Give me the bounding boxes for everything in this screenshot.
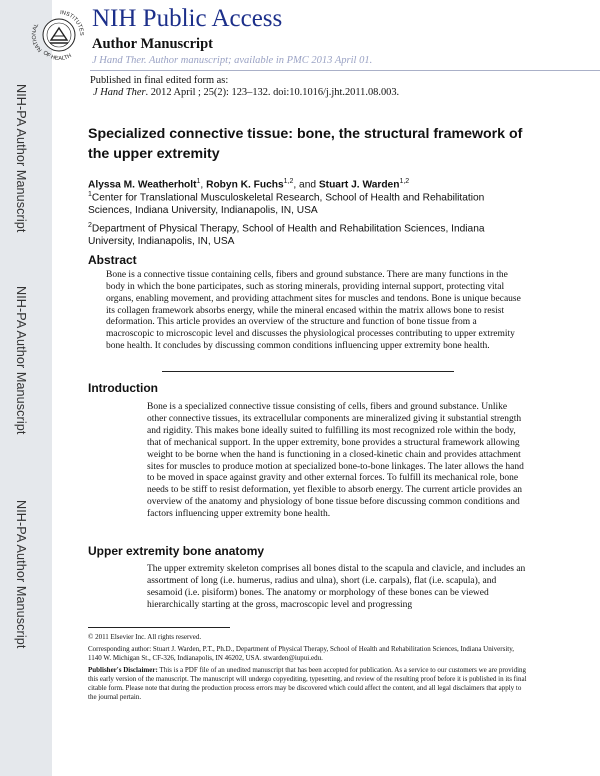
affiliation-mark: 1 — [88, 191, 92, 198]
affiliation-mark: 2 — [88, 222, 92, 229]
abstract-heading: Abstract — [88, 253, 137, 267]
author-affiliation-mark: 1,2 — [399, 178, 410, 185]
publication-label: Published in final edited form as: — [90, 75, 229, 86]
sidebar-label: NIH-PA Author Manuscript — [14, 500, 28, 649]
sidebar — [0, 0, 52, 776]
citation-details: . 2012 April ; 25(2): 123–132. doi:10.1016/j.jht.2011.08.003. — [145, 87, 400, 98]
affiliation-text: Department of Physical Therapy, School of Health and Rehabilitation Sciences, Indiana University, Indianapolis, IN, USA — [88, 223, 485, 248]
nih-logo — [30, 6, 86, 64]
copyright-notice: © 2011 Elsevier Inc. All rights reserved. — [88, 633, 202, 641]
disclaimer-label: Publisher's Disclaimer: — [88, 666, 158, 674]
header-divider — [90, 70, 600, 71]
abstract-text: Bone is a connective tissue containing cells, fibers and ground substance. There are many functions in the body in which the bone participates, such as storing minerals, providing internal support, protecting vital organs, enabling movement, and providing attachment sites for muscles and tendons. Bone is unique because its collagen framework absorbs energy, while the mineral encased within the matrix allows bone to resist deformation. This article provides an overview of the structure and function of bone tissue from a macroscopic to microscopic level and discusses the physiological processes contributing to upper extremity bone health. It concludes by discussing common conditions influencing upper extremity bone health. — [106, 270, 521, 352]
header-journal-line: J Hand Ther. Author manuscript; available in PMC 2013 April 01. — [92, 55, 373, 66]
affiliation-2 — [88, 219, 528, 248]
author-name: Robyn K. Fuchs — [206, 179, 284, 191]
logo-text-bottom: OF HEALTH — [41, 49, 73, 63]
header-subtitle: Author Manuscript — [92, 36, 213, 52]
author-affiliation-mark: 1 — [196, 178, 201, 185]
author-separator: , — [200, 179, 207, 191]
corresponding-author: Corresponding author: Stuart J. Warden, P.T., Ph.D., Department of Physical Therapy, School of Health and Rehabilitation Sciences, Indiana University, 1140 W. Michigan St., CF-326, Indianapolis, IN 46202, USA. stwarden@iupui.edu. — [88, 645, 515, 662]
citation-journal: J Hand Ther — [93, 87, 146, 98]
abstract-divider — [162, 371, 454, 372]
author-affiliation-mark: 1,2 — [283, 178, 294, 185]
citation — [90, 87, 399, 99]
publication-info — [90, 75, 399, 99]
footnote-divider — [88, 627, 230, 628]
logo-text-left: NATIONAL — [31, 22, 44, 53]
author-name: Stuart J. Warden — [318, 179, 400, 191]
affiliation-1 — [88, 188, 528, 217]
disclaimer-text: This is a PDF file of an unedited manuscript that has been accepted for publication. As a service to our customers we are providing this early version of the manuscript. The manuscript will undergo copyediting, typesetting, and review of the resulting proof before it is published in its final citable form. Please note that during the production process errors may be discovered which could affect the content, and all legal disclaimers that apply to the journal pertain. — [88, 666, 527, 701]
footnotes — [88, 633, 528, 705]
sidebar-label: NIH-PA Author Manuscript — [14, 286, 28, 435]
article-title: Specialized connective tissue: bone, the structural framework of the upper extremity — [88, 126, 523, 162]
upper-extremity-text: The upper extremity skeleton comprises all bones distal to the scapula and clavicle, and includes an assortment of long (i.e. humerus, radius and ulna), short (i.e. carpals), flat (i.e. scapula), and sesamoid (i.e. pisiform) bones. The anatomy or morphology of these bones can be viewed hierarchically starting at the gross, macroscopic level and progressing — [147, 564, 526, 610]
author-separator: , and — [293, 179, 319, 191]
logo-text-right: INSTITUTES — [59, 9, 85, 36]
author-name: Alyssa M. Weatherholt — [88, 179, 197, 191]
upper-extremity-heading: Upper extremity bone anatomy — [88, 544, 265, 558]
introduction-text: Bone is a specialized connective tissue consisting of cells, fibers and ground substance. Unlike other connective tissues, its extracellular components are mineralized giving it substantial strength and rigidity. This makes bone ideally suited to fulfilling its most recognized role within the body, that of mechanical support. In the upper extremity, bone provides a structural framework allowing weight to be borne when the hand is functioning in a closed-kinetic chain and provides attachment sites for muscles to produce motion at specialized bone-to-bone linkages. The later allows the hand to be moved in space against gravity and other external forces. To fulfill its mechanical role, bone needs to be stiff to resist deformation, yet flexible to absorb energy. The current article provides an overview of the anatomy and physiology of bone tissue before discussing common conditions and factors influencing upper extremity bone health. — [147, 402, 524, 520]
sidebar-label: NIH-PA Author Manuscript — [14, 84, 28, 233]
svg-text:OF HEALTH — [42, 50, 73, 62]
affiliation-text: Center for Translational Musculoskeletal Research, School of Health and Rehabilitation Sciences, Indiana University, Indianapolis, IN, USA — [88, 192, 485, 217]
introduction-heading: Introduction — [88, 381, 158, 395]
publisher-disclaimer — [88, 666, 528, 702]
svg-text:NATIONAL — [31, 23, 43, 53]
header-title: NIH Public Access — [92, 5, 283, 32]
